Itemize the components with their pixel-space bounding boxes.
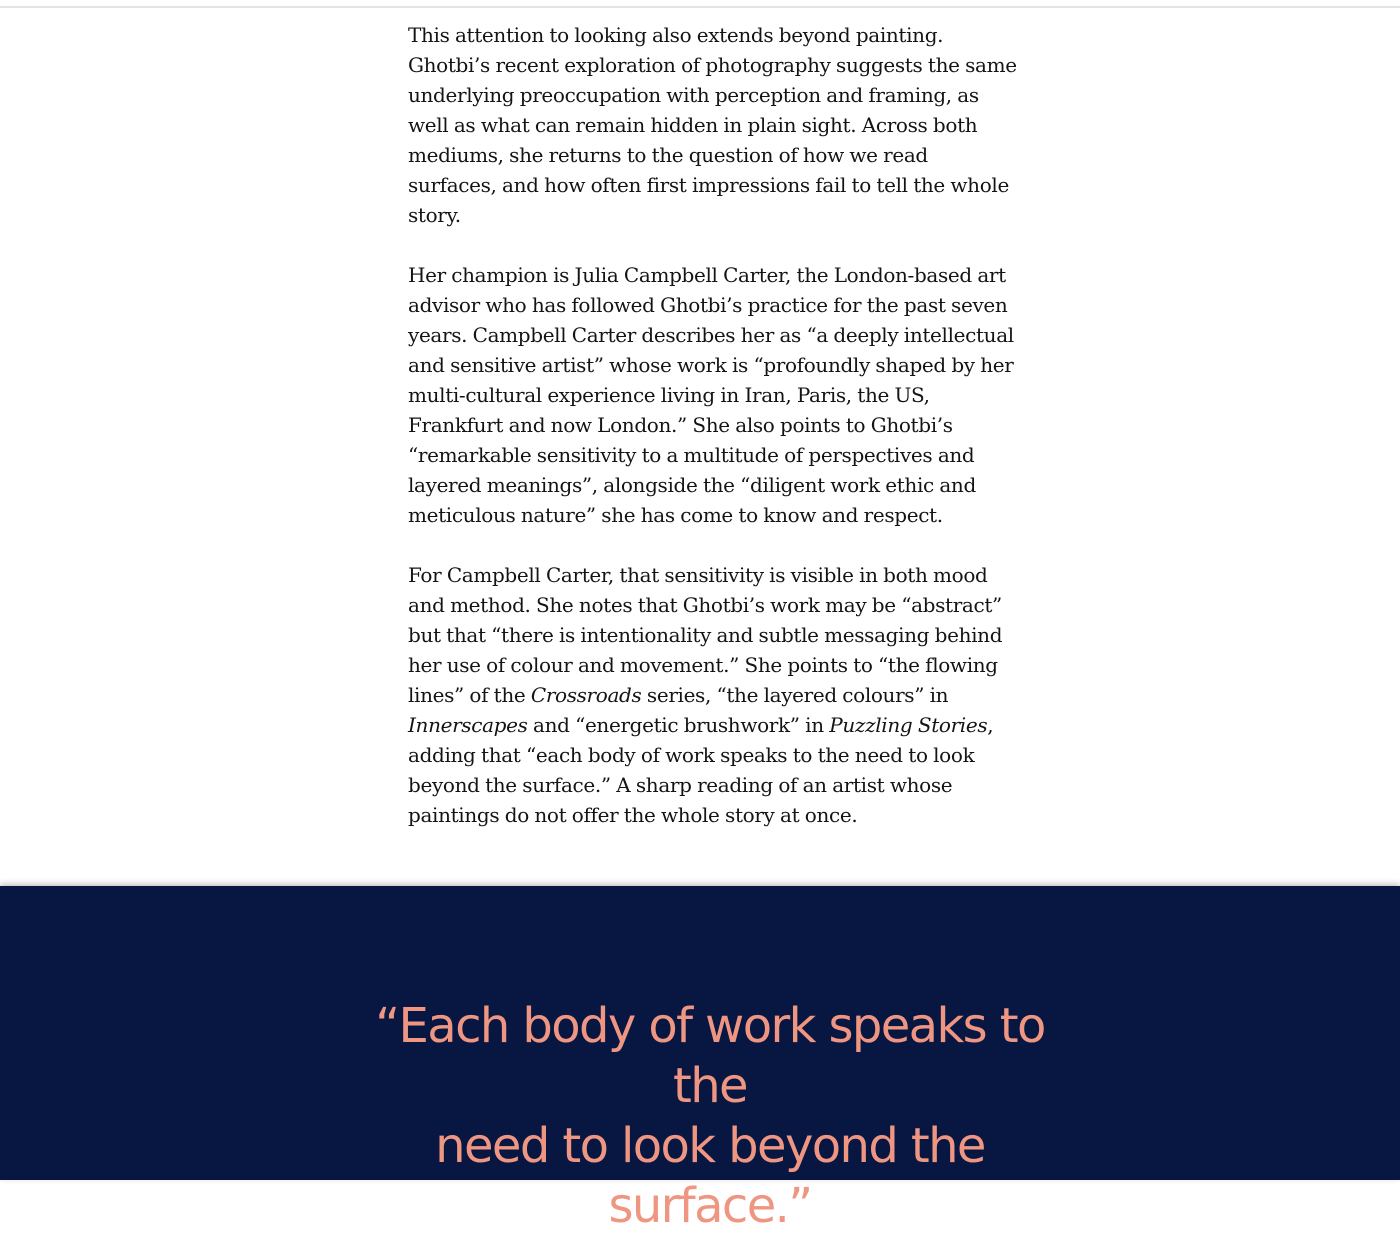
article-body xyxy=(408,20,1020,860)
paragraph-text: , adding that “each body of work speaks to the need to look beyond the surface.” A sharp reading of an artist whose paintings do not offer the whole story at once. xyxy=(408,713,994,827)
series-title-crossroads: Crossroads xyxy=(530,683,642,707)
paragraph-text: and “energetic brushwork” in xyxy=(527,713,830,737)
paragraph-mood-method xyxy=(408,560,1020,830)
pull-quote-line-2: need to look beyond the surface.” xyxy=(435,1118,985,1234)
paragraph-text: For Campbell Carter, that sensitivity is visible in both mood and method. She notes that Ghotbi’s work may be “abstract” but that “there is intentionality and subtle messaging behind her use of colour and movement.” She points to “the flowing lines” of the xyxy=(408,563,1003,707)
paragraph-photography: This attention to looking also extends beyond painting. Ghotbi’s recent exploration of photography suggests the same underlying preoccupation with perception and framing, as well as what can remain hidden in plain sight. Across both mediums, she returns to the question of how we read surfaces, and how often first impressions fail to tell the whole story. xyxy=(408,23,1017,227)
pull-quote-band xyxy=(0,886,1400,1234)
pull-quote xyxy=(340,996,1080,1236)
paragraph-text: series, “the layered colours” in xyxy=(641,683,949,707)
top-divider xyxy=(0,6,1400,8)
paragraph-champion: Her champion is Julia Campbell Carter, the London-based art advisor who has followed Ghotbi’s practice for the past seven years. Campbell Carter describes her as “a deeply intellectual and sensitive artist” whose work is “profoundly shaped by her multi-cultural experience living in Iran, Paris, the US, Frankfurt and now London.” She also points to Ghotbi’s “remarkable sensitivity to a multitude of perspectives and layered meanings”, alongside the “diligent work ethic and meticulous nature” she has come to know and respect. xyxy=(408,263,1014,527)
series-title-puzzling-stories: Puzzling Stories xyxy=(829,713,988,737)
pull-quote-line-1: “Each body of work speaks to the xyxy=(375,998,1045,1114)
series-title-innerscapes: Innerscapes xyxy=(408,713,528,737)
